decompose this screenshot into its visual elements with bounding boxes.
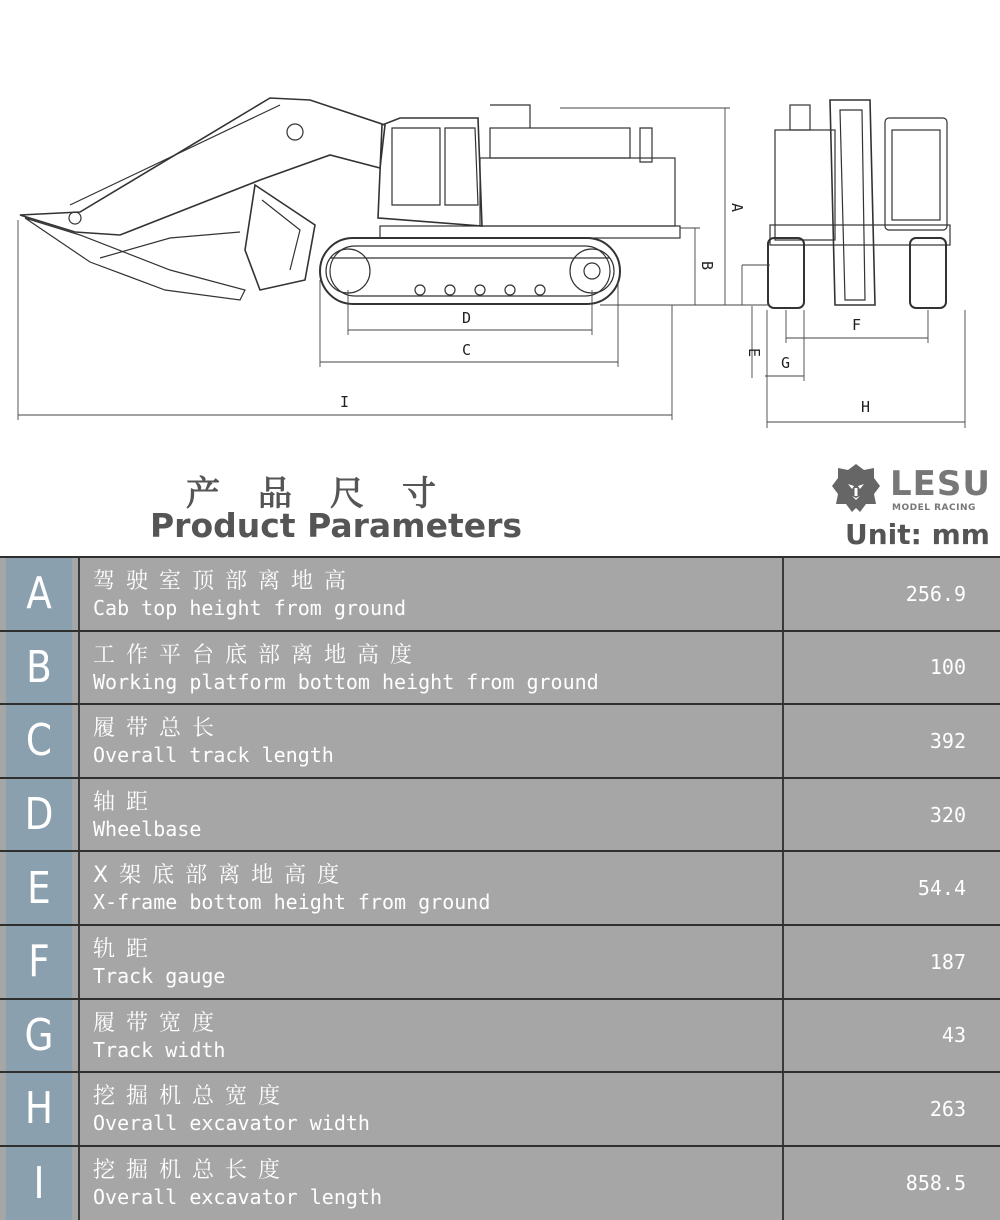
- dim-label-i: I: [340, 393, 350, 411]
- param-name-english: Cab top height from ground: [93, 596, 407, 620]
- table-row: [0, 1071, 1000, 1145]
- param-name-english: Working platform bottom height from ground: [93, 669, 599, 694]
- param-value: 43: [941, 1023, 966, 1048]
- param-name-chinese: 履带总长: [93, 716, 226, 742]
- param-name-english: Wheelbase: [93, 816, 202, 841]
- param-value: 256.9: [905, 581, 966, 606]
- table-row: [0, 630, 1000, 704]
- parameter-table: [0, 556, 1000, 1220]
- table-row: [0, 850, 1000, 924]
- table-row: [0, 777, 1000, 851]
- dimension-lines: [18, 108, 965, 428]
- param-value: 320: [929, 802, 966, 827]
- dim-label-e: E: [745, 348, 763, 358]
- param-name-english: Track gauge: [93, 964, 226, 988]
- param-description: [78, 852, 784, 924]
- param-letter: F: [6, 926, 72, 998]
- dim-label-g: G: [781, 354, 791, 372]
- param-letter: C: [6, 705, 72, 777]
- param-value: 54.4: [917, 876, 966, 901]
- param-letter: A: [6, 558, 72, 630]
- param-letter: D: [6, 779, 72, 851]
- param-name-chinese: 履带宽度: [93, 1010, 226, 1036]
- param-name-english: Track width: [93, 1037, 226, 1062]
- title-chinese: 产品尺寸: [186, 474, 474, 514]
- param-description: [78, 926, 784, 998]
- param-name-chinese: 挖掘机总宽度: [93, 1084, 292, 1110]
- title-english: Product Parameters: [150, 506, 523, 545]
- param-description: [78, 1000, 784, 1072]
- param-letter: H: [6, 1073, 72, 1145]
- param-name-english: X-frame bottom height from ground: [93, 890, 491, 915]
- param-name-chinese: 工作平台底部离地高度: [93, 642, 424, 668]
- param-description: [78, 1147, 784, 1220]
- param-value: 858.5: [905, 1171, 966, 1196]
- front-view: [768, 100, 950, 308]
- param-name-chinese: X架底部离地高度: [93, 863, 351, 889]
- lion-head-icon: [830, 462, 882, 514]
- side-view: [20, 98, 680, 304]
- param-name-chinese: 驾驶室顶部离地高: [93, 569, 358, 594]
- param-value: 392: [929, 728, 966, 753]
- dimension-labels: [340, 203, 870, 416]
- param-name-english: Overall excavator length: [93, 1184, 382, 1209]
- brand-name: LESU: [890, 464, 991, 504]
- param-name-chinese: 挖掘机总长度: [93, 1157, 292, 1183]
- table-row: [0, 703, 1000, 777]
- dim-label-a: A: [728, 203, 746, 213]
- table-row: [0, 998, 1000, 1072]
- table-row: [0, 556, 1000, 630]
- param-name-chinese: 轴距: [93, 789, 160, 815]
- unit-label: Unit: mm: [845, 518, 990, 551]
- param-name-chinese: 轨距: [93, 937, 160, 962]
- dim-label-b: B: [698, 261, 716, 271]
- brand-tagline: MODEL RACING: [892, 503, 976, 513]
- excavator-dimension-drawing: [0, 0, 1000, 440]
- param-letter: E: [6, 852, 72, 924]
- dim-label-h: H: [861, 398, 871, 416]
- param-letter: B: [6, 632, 72, 704]
- param-description: [78, 779, 784, 851]
- table-row: [0, 1145, 1000, 1220]
- param-description: [78, 1073, 784, 1145]
- param-value: 187: [929, 949, 966, 974]
- param-letter: G: [6, 1000, 72, 1072]
- param-description: [78, 558, 784, 630]
- param-name-english: Overall excavator width: [93, 1111, 370, 1136]
- table-row: [0, 924, 1000, 998]
- param-value: 263: [929, 1096, 966, 1121]
- dim-label-c: C: [462, 341, 472, 359]
- param-letter: I: [6, 1147, 72, 1220]
- param-name-english: Overall track length: [93, 743, 334, 768]
- brand-logo: [830, 462, 990, 516]
- param-description: [78, 705, 784, 777]
- dim-label-d: D: [462, 309, 472, 327]
- param-value: 100: [929, 655, 966, 680]
- dim-label-f: F: [852, 316, 862, 334]
- param-description: [78, 632, 784, 704]
